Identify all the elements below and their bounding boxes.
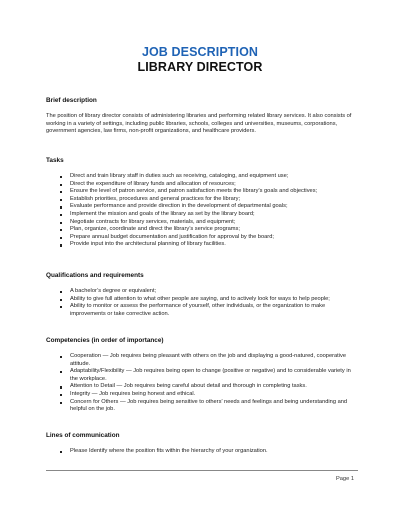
list-item: Ability to give full attention to what other people are saying, and to actively look for ways to help people; [46, 296, 358, 304]
list-item: Ensure the level of patron service, and patron satisfaction meets the library’s goals and objectives; [46, 188, 358, 196]
section-heading: Lines of communication [46, 432, 120, 439]
lines-list [46, 448, 358, 456]
section-lines-of-communication [46, 432, 358, 456]
section-heading: Brief description [46, 97, 97, 104]
list-item: Concern for Others — Job requires being sensitive to others’ needs and feelings and being understanding and helpful on the job. [46, 399, 358, 414]
list-item: Attention to Detail — Job requires being careful about detail and thorough in completing tasks. [46, 383, 358, 391]
brief-paragraph: The position of library director consists of administering libraries and performing related library services. It also consists of working in a variety of settings, including public libraries, schools, colleges and universities, museums, corporations, government agencies, law firms, non-profit organizations, and healthcare providers. [46, 113, 352, 135]
competencies-list [46, 353, 358, 414]
section-brief-description [46, 97, 358, 136]
list-item: Prepare annual budget documentation and justification for approval by the board; [46, 234, 358, 242]
section-heading: Competencies (in order of importance) [46, 337, 164, 344]
section-tasks [46, 157, 358, 249]
document-subtitle: LIBRARY DIRECTOR [137, 60, 263, 74]
list-item: Ability to monitor or assess the performance of yourself, other individuals, or the organization to make improvements or take corrective action. [46, 303, 358, 318]
list-item: Implement the mission and goals of the library as set by the library board; [46, 211, 358, 219]
list-item: Evaluate performance and provide direction in the development of departmental goals; [46, 203, 358, 211]
list-item: Direct and train library staff in duties such as receiving, cataloging, and equipment use; [46, 173, 358, 181]
section-competencies [46, 337, 358, 414]
section-qualifications [46, 272, 358, 318]
list-item: Plan, organize, coordinate and direct the library’s service programs; [46, 226, 358, 234]
tasks-list [46, 173, 358, 249]
footer-divider [46, 470, 358, 471]
list-item: A bachelor’s degree or equivalent; [46, 288, 358, 296]
section-heading: Tasks [46, 157, 64, 164]
list-item: Provide input into the architectural planning of library facilities. [46, 241, 358, 249]
list-item: Cooperation — Job requires being pleasant with others on the job and displaying a good-natured, cooperative attitude. [46, 353, 358, 368]
list-item: Establish priorities, procedures and general practices for the library; [46, 196, 358, 204]
page-number: Page 1 [335, 476, 354, 482]
list-item: Negotiate contracts for library services, materials, and equipment; [46, 219, 358, 227]
list-item: Adaptability/Flexibility — Job requires being open to change (positive or negative) and to considerable variety in the workplace. [46, 368, 358, 383]
list-item: Integrity — Job requires being honest and ethical. [46, 391, 358, 399]
qualifications-list [46, 288, 358, 318]
list-item: Direct the expenditure of library funds and allocation of resources; [46, 181, 358, 189]
document-title: JOB DESCRIPTION [141, 45, 259, 59]
list-item: Please Identify where the position fits within the hierarchy of your organization. [46, 448, 358, 456]
section-heading: Qualifications and requirements [46, 272, 144, 279]
